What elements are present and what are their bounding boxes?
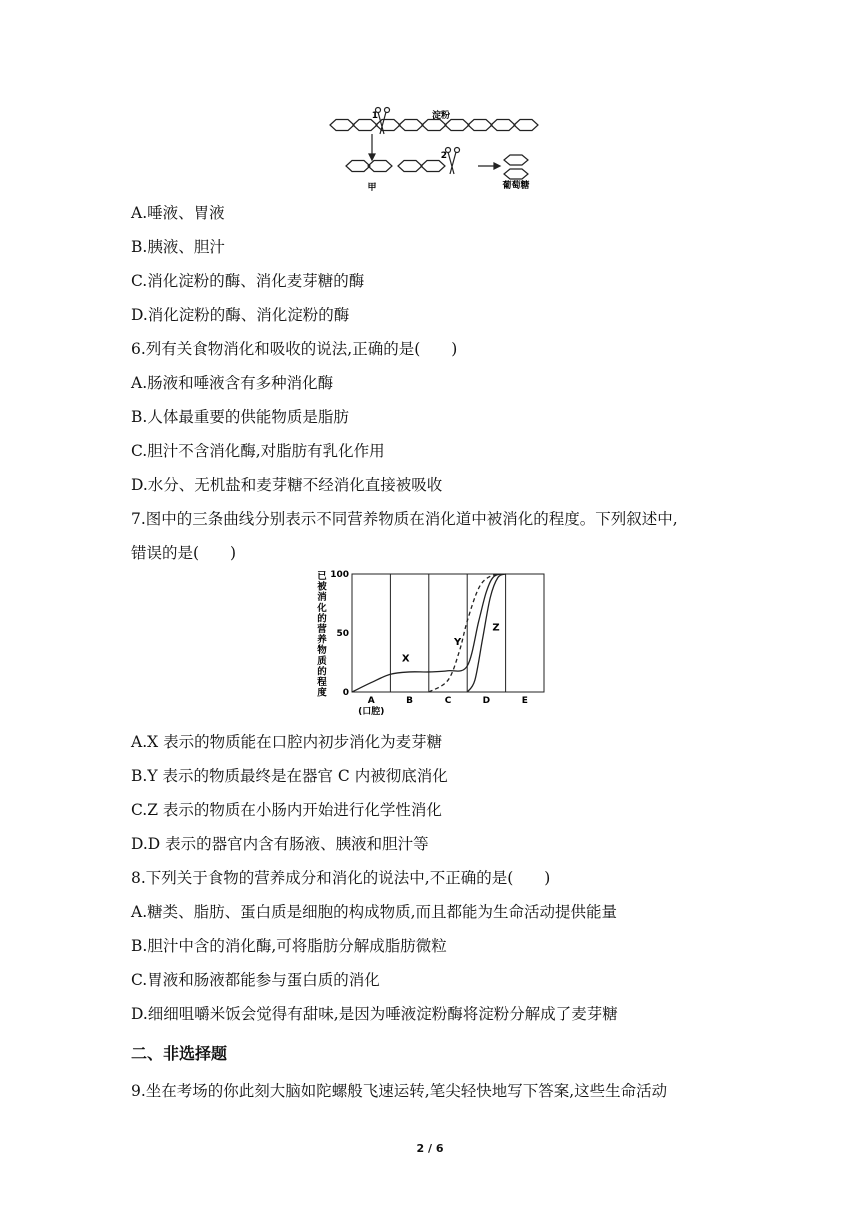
starch-unit <box>514 120 538 131</box>
section-heading: 二、非选择题 <box>131 1044 228 1063</box>
y-tick-label: 50 <box>336 629 349 639</box>
q7-option-a: A.X 表示的物质能在口腔内初步消化为麦芽糖 <box>131 733 443 751</box>
q8-option-d: D.细细咀嚼米饭会觉得有甜味,是因为唾液淀粉酶将淀粉分解成了麦芽糖 <box>131 1005 618 1023</box>
x-tick-label: C <box>444 696 452 706</box>
starch-label: 淀粉 <box>432 111 451 121</box>
q9-stem-line1: 9.坐在考场的你此刻大脑如陀螺般飞速运转,笔尖轻快地写下答案,这些生命活动 <box>131 1082 668 1100</box>
starch-unit <box>376 120 400 131</box>
q7-stem-line2: 错误的是( ) <box>131 544 237 562</box>
maltose-unit <box>368 161 392 172</box>
step-2-label: 2 <box>440 151 447 161</box>
q7-stem-line1: 7.图中的三条曲线分别表示不同营养物质在消化道中被消化的程度。下列叙述中, <box>131 510 678 528</box>
q6-stem: 6.列有关食物消化和吸收的说法,正确的是( ) <box>131 340 458 358</box>
glucose-label: 葡萄糖 <box>502 181 530 191</box>
glucose-molecules <box>504 155 528 179</box>
x-tick-label: E <box>521 696 528 706</box>
ylabel-char: 被 <box>317 581 327 593</box>
q5-option-c: C.消化淀粉的酶、消化麦芽糖的酶 <box>131 272 365 290</box>
q6-option-a: A.肠液和唾液含有多种消化酶 <box>131 374 334 392</box>
q5-option-b: B.胰液、胆汁 <box>131 238 225 256</box>
ylabel-char: 的 <box>317 613 327 625</box>
q6-option-d: D.水分、无机盐和麦芽糖不经消化直接被吸收 <box>131 476 443 494</box>
chart-ylabel <box>316 571 327 699</box>
maltose-unit <box>421 161 445 172</box>
series-y-label: Y <box>453 636 462 648</box>
glucose-unit <box>504 155 528 165</box>
starch-unit <box>445 120 469 131</box>
ylabel-char: 营 <box>317 624 327 635</box>
q6-option-b: B.人体最重要的供能物质是脂肪 <box>131 408 349 426</box>
q8-option-b: B.胆汁中含的消化酶,可将脂肪分解成脂肪微粒 <box>131 937 447 955</box>
ylabel-char: 物 <box>317 645 327 657</box>
series-x-label: X <box>401 653 410 665</box>
ylabel-char: 质 <box>317 655 327 667</box>
starch-chain <box>330 120 538 131</box>
starch-unit <box>422 120 446 131</box>
maltose-unit <box>346 161 370 172</box>
q7-option-b: B.Y 表示的物质最终是在器官 C 内被彻底消化 <box>131 767 448 785</box>
x-tick-label: D <box>482 696 491 706</box>
ylabel-char: 消 <box>317 592 327 604</box>
ylabel-char: 养 <box>317 634 327 646</box>
x-tick-label: B <box>406 696 414 706</box>
starch-unit <box>468 120 492 131</box>
series-z-label: Z <box>492 622 500 634</box>
maltose-unit <box>398 161 422 172</box>
digestion-chart <box>310 565 550 725</box>
starch-unit <box>330 120 354 131</box>
maltose-chain <box>346 161 445 172</box>
starch-digestion-diagram <box>320 100 550 200</box>
q6-option-c: C.胆汁不含消化酶,对脂肪有乳化作用 <box>131 442 385 460</box>
ylabel-char: 度 <box>317 687 327 699</box>
q5-option-a: A.唾液、胃液 <box>131 204 225 222</box>
x-tick-label: A <box>367 696 375 706</box>
y-tick-label: 0 <box>342 688 349 698</box>
q5-option-d: D.消化淀粉的酶、消化淀粉的酶 <box>131 306 350 324</box>
page-number: 2 / 6 <box>416 1142 444 1155</box>
q8-option-c: C.胃液和肠液都能参与蛋白质的消化 <box>131 971 380 989</box>
chart-frame <box>352 574 544 692</box>
q7-option-c: C.Z 表示的物质在小肠内开始进行化学性消化 <box>131 801 442 819</box>
ylabel-char: 已 <box>317 571 327 582</box>
starch-unit <box>353 120 377 131</box>
ylabel-char: 程 <box>317 677 327 688</box>
glucose-unit <box>504 169 528 179</box>
y-tick-label: 100 <box>330 570 349 580</box>
ylabel-char: 的 <box>317 666 327 678</box>
q8-stem: 8.下列关于食物的营养成分和消化的说法中,不正确的是( ) <box>131 869 551 887</box>
arrow-right-icon <box>478 163 500 169</box>
jia-label: 甲 <box>367 183 377 193</box>
ylabel-char: 化 <box>317 602 327 614</box>
arrow-down-icon <box>369 134 375 160</box>
step-1-label: 1 <box>371 111 378 121</box>
x-tick-note: (口腔) <box>358 707 385 717</box>
q8-option-a: A.糖类、脂肪、蛋白质是细胞的构成物质,而且都能为生命活动提供能量 <box>131 903 618 921</box>
scissors-2-icon <box>446 148 460 175</box>
starch-unit <box>399 120 423 131</box>
starch-unit <box>491 120 515 131</box>
q7-option-d: D.D 表示的器官内含有肠液、胰液和胆汁等 <box>131 835 429 853</box>
